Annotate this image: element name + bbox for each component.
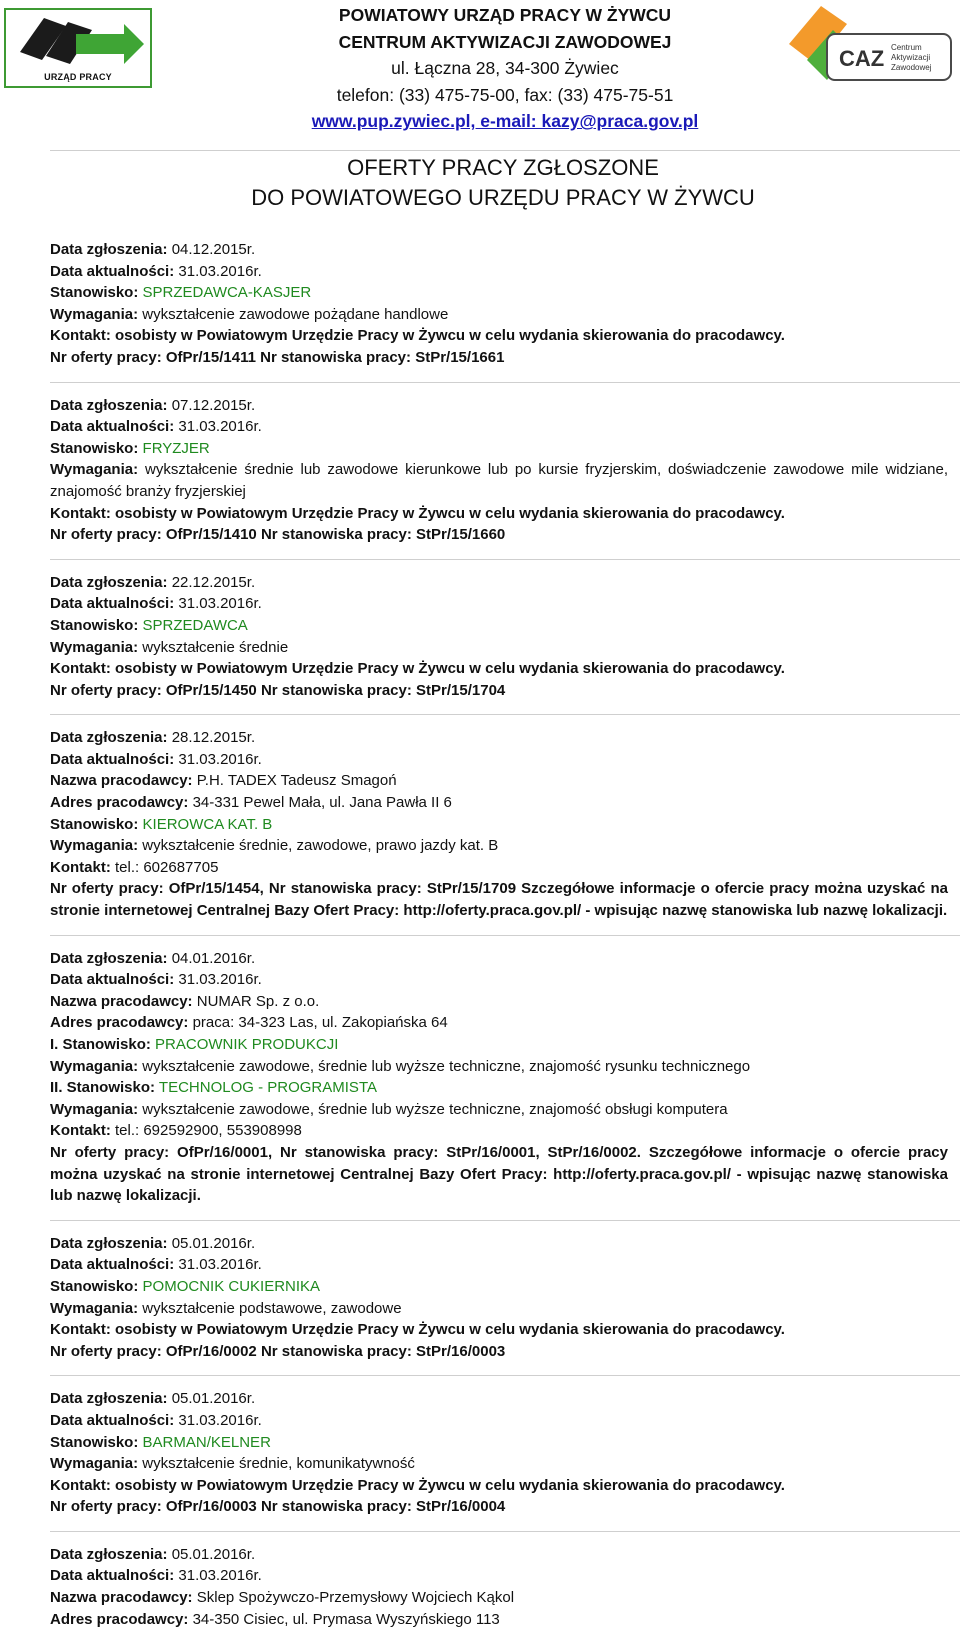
label: Nr oferty pracy: [50,681,162,699]
label: Data aktualności: [50,1411,175,1429]
date-reported: 04.12.2015r. [171,241,256,258]
position-name: SPRZEDAWCA [142,616,248,634]
offer-divider [50,714,960,715]
date-updated: 31.03.2016r. [178,750,262,768]
position-name: BARMAN/KELNER [142,1433,271,1451]
label: Data zgłoszenia: [50,241,168,258]
label: Kontakt: [50,504,111,522]
job-offer [50,572,960,702]
position-name: TECHNOLOG - PROGRAMISTA [158,1079,377,1097]
date-updated: 31.03.2016r. [178,418,262,436]
label: Nazwa pracodawcy: [50,992,193,1010]
job-offer [50,948,960,1207]
label: Nr oferty pracy: [50,1342,162,1360]
label: Stanowisko: [50,1433,139,1451]
label: Stanowisko: [50,439,139,457]
position-name: FRYZJER [142,439,210,457]
requirements: wykształcenie podstawowe, zawodowe [142,1299,402,1317]
logo-left-caption: URZĄD PRACY [44,72,112,82]
date-reported: 05.01.2016r. [171,1234,256,1252]
date-updated: 31.03.2016r. [178,1411,262,1429]
office-header-text [232,2,778,135]
page-title [0,153,960,213]
offer-details: Nr oferty pracy: OfPr/15/1454, Nr stanowiska pracy: StPr/15/1709 Szczegółowe informacje o ofercie pracy można uzyskać na stronie internetowej Centralnej Bazy Ofert Pracy: http://oferty.praca.gov.pl/ - wpisując nazwę stanowiska lub nazwę lokalizacji. [50,880,948,920]
label: Wymagania: [50,1455,139,1473]
label: Data aktualności: [50,1567,175,1585]
requirements: wykształcenie średnie, zawodowe, prawo jazdy kat. B [142,837,499,855]
requirements: wykształcenie średnie lub zawodowe kierunkowe lub po kursie fryzjerskim, doświadczenie zawodowe mile widziane, znajomość branży fryzjerskiej [50,461,948,500]
label: Data zgłoszenia: [50,1545,168,1563]
contact: osobisty w Powiatowym Urzędzie Pracy w Żywcu w celu wydania skierowania do pracodawcy. [115,660,785,678]
contact: tel.: 692592900, 553908998 [115,1122,302,1140]
label: Data aktualności: [50,1256,175,1274]
date-reported: 05.01.2016r. [171,1545,256,1563]
label: Nr oferty pracy: [50,1498,162,1516]
job-offer [50,1233,960,1363]
label: Data zgłoszenia: [50,1390,168,1408]
label: II. Stanowisko: [50,1079,156,1097]
label: Nr oferty pracy: [50,348,162,366]
label: Nazwa pracodawcy: [50,1589,193,1607]
employer-address: 34-350 Cisiec, ul. Prymasa Wyszyńskiego 113 [192,1610,500,1628]
date-reported: 22.12.2015r. [171,573,256,591]
offer-number: OfPr/15/1410 [165,526,257,544]
employer-name: NUMAR Sp. z o.o. [196,992,320,1010]
label: Data zgłoszenia: [50,1234,168,1252]
date-reported: 05.01.2016r. [171,1390,256,1408]
offer-divider [50,935,960,936]
contact: osobisty w Powiatowym Urzędzie Pracy w Żywcu w celu wydania skierowania do pracodawcy. [115,1476,785,1494]
label: Wymagania: [50,461,139,479]
caz-logo-abbr: CAZ [839,46,885,71]
employer-name: Sklep Spożywczo-Przemysłowy Wojciech Kąkol [196,1589,515,1607]
offer-number: OfPr/15/1450 [165,681,257,699]
label: Kontakt: [50,327,111,345]
date-reported: 28.12.2015r. [171,729,256,747]
offer-number: OfPr/16/0003 [165,1498,257,1516]
label: Data aktualności: [50,418,175,436]
position-name: KIEROWCA KAT. B [142,815,273,833]
requirements: wykształcenie zawodowe pożądane handlowe [142,305,449,323]
offer-divider [50,1531,960,1532]
job-offer [50,239,960,369]
position-number: StPr/16/0004 [416,1498,506,1516]
label: Adres pracodawcy: [50,1014,189,1032]
label: Nr stanowiska pracy: [260,348,412,366]
contact: osobisty w Powiatowym Urzędzie Pracy w Żywcu w celu wydania skierowania do pracodawcy. [115,327,785,345]
date-updated: 31.03.2016r. [178,595,262,613]
position-name: SPRZEDAWCA-KASJER [142,284,312,302]
header-line-1: POWIATOWY URZĄD PRACY W ŻYWCU [338,5,672,25]
job-offer [50,727,960,921]
label: Kontakt: [50,858,111,876]
label: Kontakt: [50,1321,111,1339]
offer-divider [50,382,960,383]
label: Kontakt: [50,1122,111,1140]
label: Wymagania: [50,1100,139,1118]
caz-logo-sub1: Centrum [891,43,922,52]
label: Adres pracodawcy: [50,1610,189,1628]
label: Wymagania: [50,1299,139,1317]
label: Stanowisko: [50,284,139,302]
employer-address: 34-331 Pewel Mała, ul. Jana Pawła II 6 [192,794,452,812]
requirements: wykształcenie średnie [142,638,289,656]
offer-divider [50,559,960,560]
caz-logo [787,2,955,92]
job-offer [50,1388,960,1518]
offer-number: OfPr/15/1411 [165,348,256,366]
date-updated: 31.03.2016r. [178,262,262,280]
label: Kontakt: [50,660,111,678]
label: Data zgłoszenia: [50,573,168,591]
label: Data zgłoszenia: [50,949,168,967]
label: Nr stanowiska pracy: [260,681,412,699]
header-phone: telefon: (33) 475-75-00, fax: (33) 475-75-51 [336,84,674,105]
caz-logo-icon [787,2,955,92]
contact: tel.: 602687705 [115,858,219,876]
position-number: StPr/15/1661 [415,348,505,366]
offer-divider [50,1375,960,1376]
label: Data aktualności: [50,262,175,280]
label: Data zgłoszenia: [50,729,168,747]
label: Stanowisko: [50,616,139,634]
job-offer [50,1544,960,1630]
date-updated: 31.03.2016r. [178,971,262,989]
job-offer [50,395,960,546]
header-address: ul. Łączna 28, 34-300 Żywiec [391,58,619,79]
title-line-2: DO POWIATOWEGO URZĘDU PRACY W ŻYWCU [251,185,755,210]
label: Wymagania: [50,638,139,656]
position-number: StPr/16/0003 [416,1342,506,1360]
caz-logo-sub2: Aktywizacji [891,53,931,62]
date-reported: 07.12.2015r. [171,396,256,414]
label: Wymagania: [50,837,139,855]
contact: osobisty w Powiatowym Urzędzie Pracy w Żywcu w celu wydania skierowania do pracodawcy. [115,504,785,522]
label: Data aktualności: [50,971,175,989]
label: Nr stanowiska pracy: [260,526,412,544]
label: Data zgłoszenia: [50,396,168,414]
label: Stanowisko: [50,1277,139,1295]
label: Wymagania: [50,305,139,323]
label: Stanowisko: [50,815,139,833]
position-name: PRACOWNIK PRODUKCJI [155,1036,339,1053]
date-updated: 31.03.2016r. [178,1256,262,1274]
title-line-1: OFERTY PRACY ZGŁOSZONE [347,155,659,180]
position-number: StPr/15/1704 [416,681,506,699]
label: Adres pracodawcy: [50,794,189,812]
label: Data aktualności: [50,750,175,768]
document-header [0,0,960,150]
header-divider [50,150,960,151]
requirements: wykształcenie zawodowe, średnie lub wyższe techniczne, znajomość obsługi komputera [142,1100,728,1118]
offer-details: Nr oferty pracy: OfPr/16/0001, Nr stanowiska pracy: StPr/16/0001, StPr/16/0002. Szczegółowe informacje o ofercie pracy można uzyskać na stronie internetowej Centralnej Bazy Ofert Pracy: http://oferty.praca.gov.pl/ - wpisując nazwę stanowiska lub nazwę lokalizacji. [50,1143,948,1205]
employer-address: praca: 34-323 Las, ul. Zakopiańska 64 [192,1014,448,1032]
header-web-link[interactable]: www.pup.zywiec.pl, e-mail: kazy@praca.gov.pl [311,111,699,132]
urzad-pracy-logo [4,8,152,88]
employer-name: P.H. TADEX Tadeusz Smagoń [196,772,397,790]
label: Data aktualności: [50,595,175,613]
offer-divider [50,1220,960,1221]
label: Kontakt: [50,1476,111,1494]
label: Nazwa pracodawcy: [50,772,193,790]
contact: osobisty w Powiatowym Urzędzie Pracy w Żywcu w celu wydania skierowania do pracodawcy. [115,1321,785,1339]
position-name: POMOCNIK CUKIERNIKA [142,1277,321,1295]
requirements: wykształcenie zawodowe, średnie lub wyższe techniczne, znajomość rysunku technicznego [142,1057,751,1075]
caz-logo-sub3: Zawodowej [891,63,932,72]
label: Nr stanowiska pracy: [260,1342,412,1360]
offer-number: OfPr/16/0002 [165,1342,257,1360]
position-number: StPr/15/1660 [416,526,506,544]
date-reported: 04.01.2016r. [171,949,256,967]
label: Nr stanowiska pracy: [260,1498,412,1516]
date-updated: 31.03.2016r. [178,1567,262,1585]
header-line-2: CENTRUM AKTYWIZACJI ZAWODOWEJ [338,31,672,52]
label: I. Stanowisko: [50,1036,151,1053]
offers-list [50,239,960,1630]
requirements: wykształcenie średnie, komunikatywność [142,1455,415,1473]
label: Wymagania: [50,1057,139,1075]
label: Nr oferty pracy: [50,526,162,544]
